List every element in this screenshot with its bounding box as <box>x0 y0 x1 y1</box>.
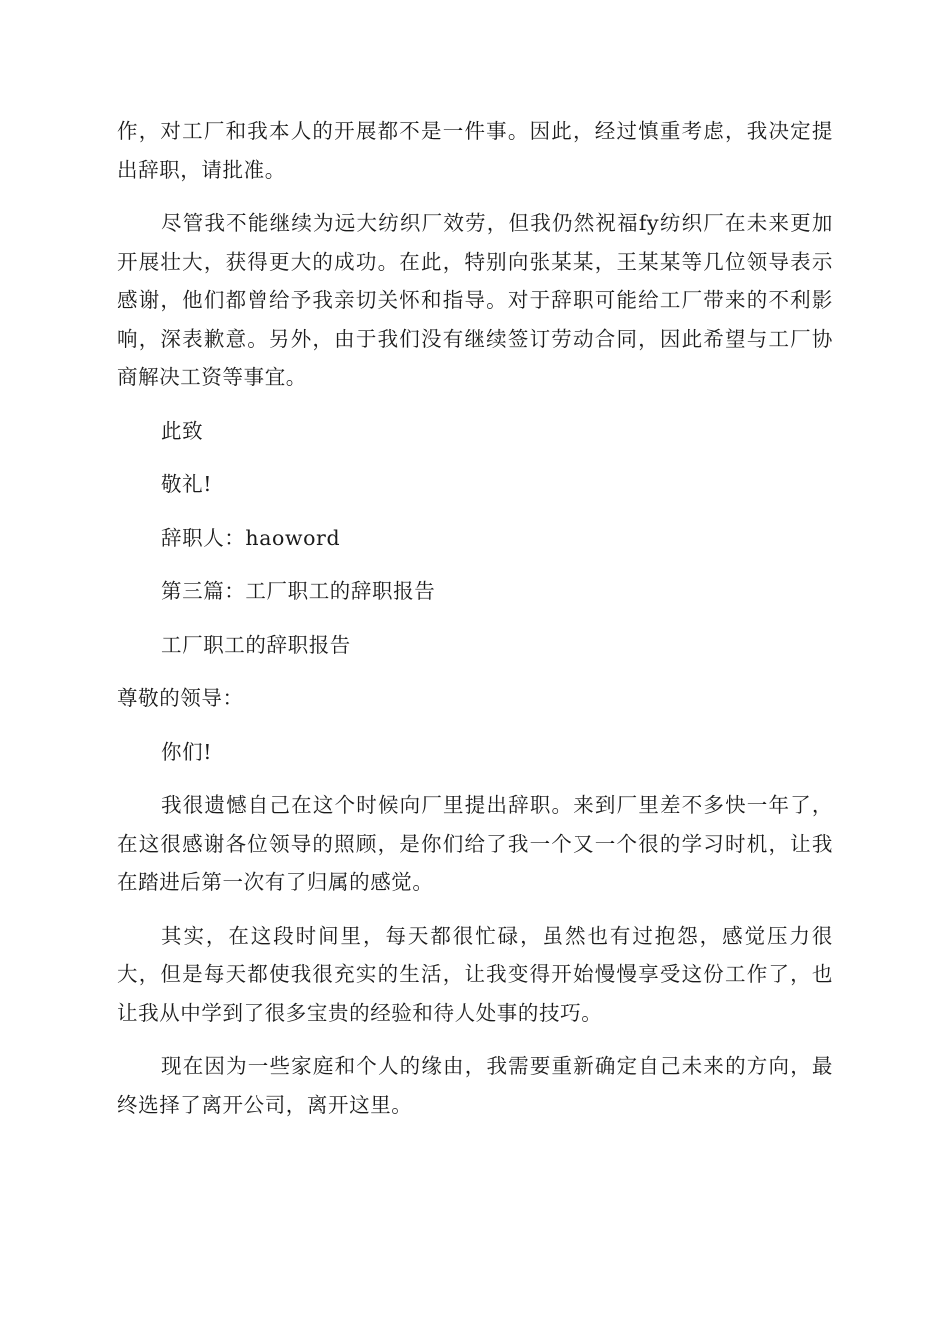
letter-address: 你们! <box>161 739 213 764</box>
paragraph-regret: 我很遗憾自己在这个时候向厂里提出辞职。来到厂里差不多快一年了，在这很感谢各位领导的照顾，是你们给了我一个又一个很的学习时机，让我在踏进后第一次有了归属的感觉。 <box>117 793 833 894</box>
closing-regards: 敬礼! <box>161 472 213 496</box>
letter-title: 工厂职工的辞职报告 <box>161 632 351 657</box>
paragraph-continuation: 作，对工厂和我本人的开展都不是一件事。因此，经过慎重考虑，我决定提出辞职，请批准。 <box>117 119 833 182</box>
paragraph-farewell-thanks: 尽管我不能继续为远大纺织厂效劳，但我仍然祝福fy纺织厂在未来更加开展壮大，获得更大的成功。在此，特别向张某某，王某某等几位领导表示感谢，他们都曾给予我亲切关怀和指导。对于辞职可能给工厂带来的不利影响，深表歉意。另外，由于我们没有继续签订劳动合同，因此希望与工厂协商解决工资等事宜。 <box>117 211 833 389</box>
signature-line: 辞职人：haoword <box>161 525 341 550</box>
paragraph-experience: 其实，在这段时间里，每天都很忙碌，虽然也有过抱怨，感觉压力很大，但是每天都使我很充实的生活，让我变得开始慢慢享受这份工作了，也让我从中学到了很多宝贵的经验和待人处事的技巧。 <box>117 923 833 1025</box>
document-body <box>117 112 833 1139</box>
closing-salutation: 此致 <box>161 418 204 443</box>
letter-greeting: 尊敬的领导： <box>117 686 244 710</box>
paragraph-reason: 现在因为一些家庭和个人的缘由，我需要重新确定自己未来的方向，最终选择了离开公司，离开这里。 <box>117 1054 833 1117</box>
section-heading: 第三篇：工厂职工的辞职报告 <box>161 579 436 603</box>
